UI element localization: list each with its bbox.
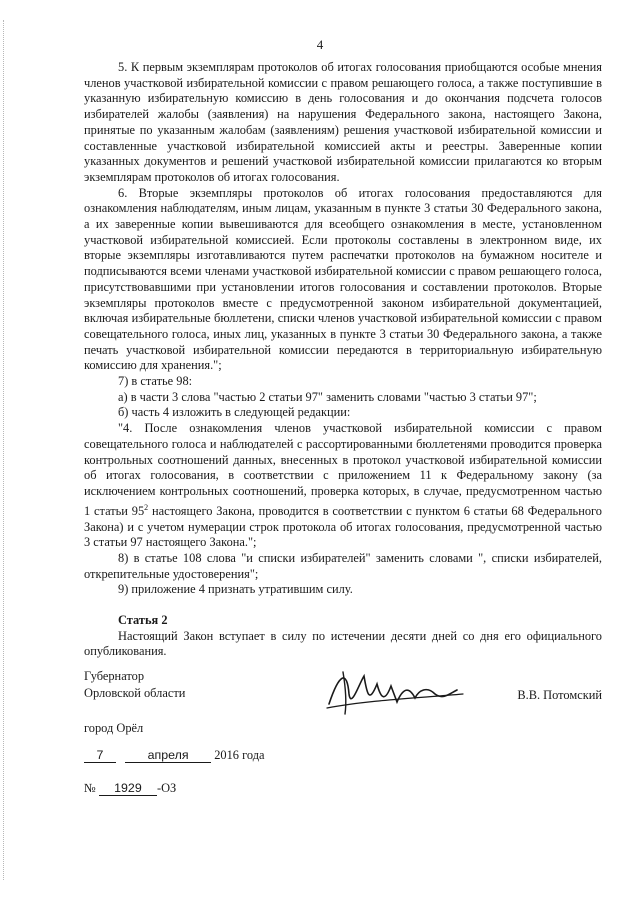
paragraph-8: 8) в статье 108 слова "и списки избирателей" заменить словами ", списки избирателей, открепительные удостоверения"; <box>84 550 602 581</box>
superscript-2: 2 <box>144 502 149 512</box>
number-prefix: № <box>84 781 96 795</box>
paragraph-7b: б) часть 4 изложить в следующей редакции: <box>118 405 351 420</box>
law-text <box>84 60 602 660</box>
paragraph-9: 9) приложение 4 признать утратившим силу. <box>118 582 353 597</box>
paragraph-5: 5. К первым экземплярам протоколов об итогах голосования приобщаются особые мнения членов участковой избирательной комиссии с правом решающего голоса, а также поступившие в указанную избирательную комиссию в день голосования и до окончания подсчета голосов избирателей жалобы (заявления) на нарушения Федерального закона, настоящего Закона, принятые по указанным жалобам (заявлениям) решения участковой избирательной комиссии и составленные участковой избирательной комиссией акты и реестры. Заверенные копии указанных документов и решений участковой избирательной комиссии прилагаются ко вторым экземплярам протоколов об итогах голосования. <box>84 60 602 184</box>
law-number <box>84 781 176 796</box>
quoted-4-part2: настоящего Закона, проводится в соответствии с пунктом 6 статьи 68 Федерального Закона) и с учетом нумерации строк протокола об итогах голосования, предусмотренной частью 3 статьи 97 настоящего Закона."; <box>84 503 602 550</box>
quoted-4-part1: "4. После ознакомления членов участковой избирательной комиссии с правом совещательного голоса и наблюдателей с рассортированными бюллетенями проводится проверка контрольных соотношений данных, внесенных в протокол участковой избирательной комиссии об итогах голосования, в соответствии с приложением 11 к Федеральному закону (за исключением контрольных соотношений, проверка которых, в случае, предусмотренном частью 1 статьи 95 <box>84 421 602 518</box>
number-value: 1929 <box>99 781 157 796</box>
number-suffix: -ОЗ <box>156 781 177 795</box>
paragraph-quoted-4 <box>84 421 602 551</box>
article-2-heading: Статья 2 <box>118 613 168 628</box>
date-month: апреля <box>125 748 211 763</box>
governor-name: В.В. Потомский <box>517 688 602 702</box>
governor-title-line1: Губернатор <box>84 669 145 683</box>
governor-title <box>84 668 185 702</box>
page-number: 4 <box>316 37 324 52</box>
governor-title-line2: Орловской области <box>84 686 186 700</box>
article-2-text: Настоящий Закон вступает в силу по истечении десяти дней со дня его официального опубликования. <box>84 628 602 659</box>
handwritten-signature <box>319 664 469 719</box>
city: город Орёл <box>84 721 144 735</box>
paragraph-7a: а) в части 3 слова "частью 2 статьи 97" заменить словами "частью 3 статьи 97"; <box>118 389 537 404</box>
paragraph-6: 6. Вторые экземпляры протоколов об итогах голосования предоставляются для ознакомления наблюдателям, иным лицам, указанным в пункте 3 статьи 30 Федерального закона, а их заверенные копии вывешиваются для всеобщего ознакомления в месте, установленном участковой избирательной комиссией. Если протоколы составлены в электронном виде, их вторые экземпляры изготавливаются путем распечатки протоколов на бумажном носителе и подписываются всеми членами участковой избирательной комиссии с правом решающего голоса, присутствовавшими при установлении итогов голосования и составлении протоколов. Вторые экземпляры протоколов вместе с предусмотренной законом избирательной документацией, включая избирательные бюллетени, списки членов участковой избирательной комиссии с правом совещательного голоса, иных лиц, указанных в пункте 3 статьи 30 Федерального закона, а также печать участковой избирательной комиссии передаются в территориальную избирательную комиссию для хранения."; <box>84 185 602 373</box>
paragraph-7: 7) в статье 98: <box>118 374 193 389</box>
signing-date <box>84 748 265 763</box>
scan-edge-marks <box>3 20 5 880</box>
date-day: 7 <box>84 748 116 763</box>
date-year: 2016 года <box>214 748 265 762</box>
